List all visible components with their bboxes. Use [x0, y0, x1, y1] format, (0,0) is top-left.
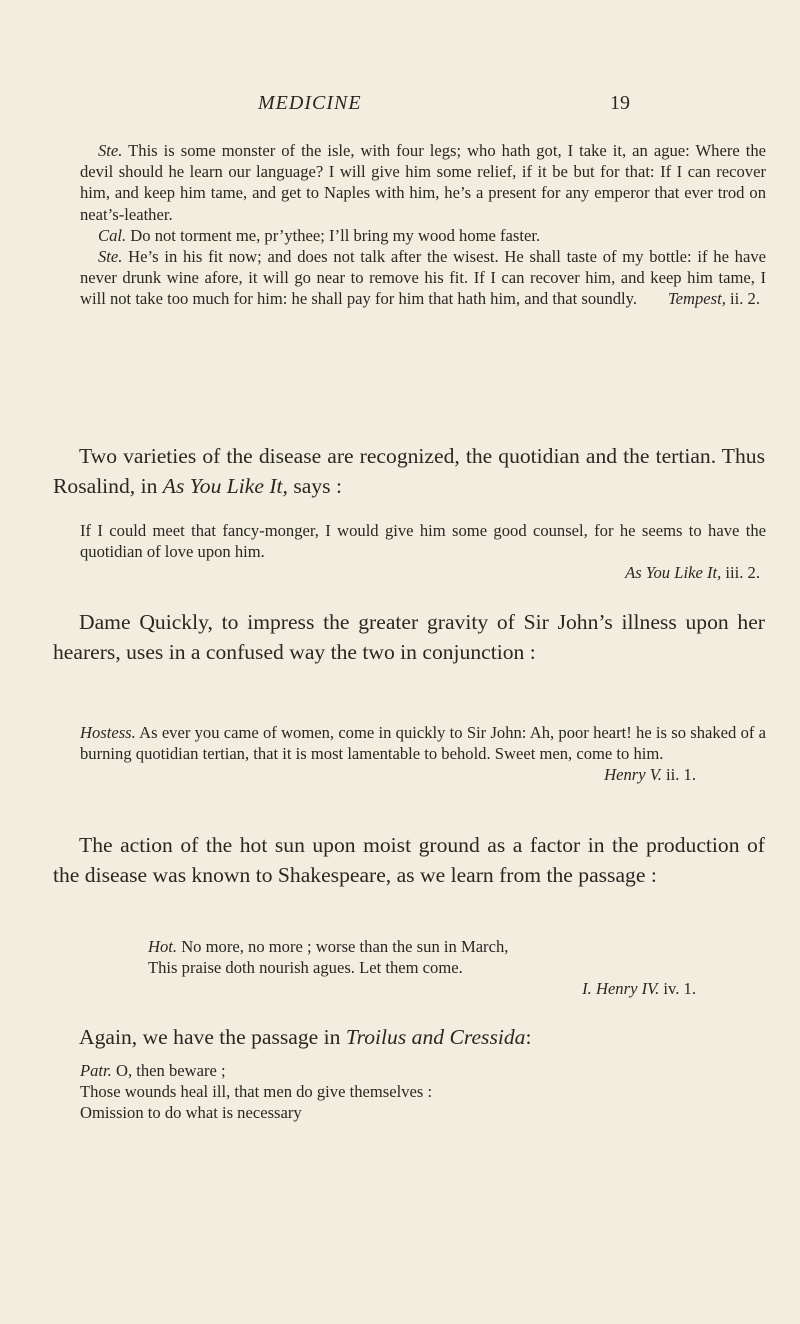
- play-title: Troilus and Cressida: [345, 1025, 526, 1049]
- paragraph-text: says :: [287, 474, 342, 498]
- quote-citation: [148, 978, 696, 999]
- paragraph-hot-sun: [53, 830, 765, 890]
- quote-citation: [650, 288, 760, 309]
- verse-line: Omission to do what is necessary: [80, 1103, 302, 1123]
- quote-speech: [80, 140, 766, 225]
- citation-title: Henry V.: [604, 765, 662, 785]
- paragraph-text: Again, we have the passage in: [79, 1025, 346, 1049]
- paragraph-text: The action of the hot sun upon moist ground as a factor in the production of the disease was known to Shakespeare, as we learn from the passage :: [53, 833, 765, 887]
- page-header: [0, 88, 800, 122]
- verse-line: This praise doth nourish agues. Let them come.: [148, 958, 463, 978]
- citation-title: Tempest,: [667, 289, 726, 309]
- verse-text: No more, no more ; worse than the sun in March,: [181, 937, 509, 956]
- citation-title: As You Like It,: [625, 563, 722, 583]
- verse-line: [80, 1060, 766, 1081]
- verse-line: [148, 936, 768, 957]
- citation-ref: iv. 1.: [663, 979, 696, 999]
- page-number: 19: [610, 92, 630, 114]
- citation-ref: ii. 2.: [730, 289, 760, 309]
- quote-speech: [80, 225, 766, 246]
- quote-henry-v: [80, 722, 766, 786]
- quote-tempest: [80, 140, 766, 310]
- verse-line: Those wounds heal ill, that men do give themselves :: [80, 1082, 433, 1102]
- quote-speech: [80, 246, 766, 310]
- paragraph-troilus: [53, 1022, 765, 1052]
- paragraph-text: :: [525, 1025, 532, 1049]
- running-title: MEDICINE: [258, 92, 362, 114]
- speaker-name: Patr.: [80, 1061, 112, 1080]
- quote-speech: [80, 722, 766, 764]
- speaker-name: Cal.: [98, 225, 127, 245]
- speaker-name: Hot.: [148, 937, 178, 956]
- quote-citation: [80, 562, 760, 583]
- quote-citation: [80, 764, 696, 785]
- paragraph-varieties: [53, 441, 765, 501]
- speaker-name: Ste.: [98, 247, 123, 267]
- speech-text: This is some monster of the isle, with four legs; who hath got, I take it, an ague: Where the devil should he learn our language? I will give him some relief, if it be but for that: If I can recover him, and keep him tame, and get to Naples with him, he’s a present for any emperor that ever trod on neat’s-leather.: [80, 141, 766, 224]
- citation-ref: iii. 2.: [725, 563, 760, 583]
- citation-title: I. Henry IV.: [582, 979, 660, 999]
- speaker-name: Hostess.: [80, 723, 136, 742]
- paragraph-dame-quickly: [53, 607, 765, 667]
- speech-text: He’s in his fit now; and does not talk after the wisest. He shall taste of my bottle: if he have never drunk wine afore, it will go near to remove his fit. If I can recover him, and keep him tame, I will not take too much for him: he shall pay for him that hath him, and that soundly.: [80, 247, 766, 309]
- speaker-name: Ste.: [98, 141, 123, 160]
- speech-text: Do not torment me, pr’ythee; I’ll bring my wood home faster.: [130, 225, 541, 245]
- quote-speech: If I could meet that fancy-monger, I would give him some good counsel, for he seems to have the quotidian of love upon him.: [80, 521, 766, 562]
- speech-text: As ever you came of women, come in quickly to Sir John: Ah, poor heart! he is so shaked of a burning quotidian tertian, that it is most lamentable to behold. Sweet men, come to him.: [80, 723, 767, 764]
- verse-text: O, then beware ;: [115, 1061, 226, 1080]
- quote-henry-iv: [148, 936, 768, 1000]
- citation-ref: ii. 1.: [666, 765, 696, 785]
- quote-troilus: [80, 1060, 766, 1124]
- play-title: As You Like It,: [162, 474, 288, 498]
- paragraph-text: Dame Quickly, to impress the greater gravity of Sir John’s illness upon her hearers, uses in a confused way the two in conjunction :: [53, 610, 765, 664]
- quote-as-you-like-it: [80, 520, 766, 584]
- paragraph-text: Two varieties of the disease are recognized, the quotidian and the tertian. Thus Rosalind, in: [53, 444, 765, 498]
